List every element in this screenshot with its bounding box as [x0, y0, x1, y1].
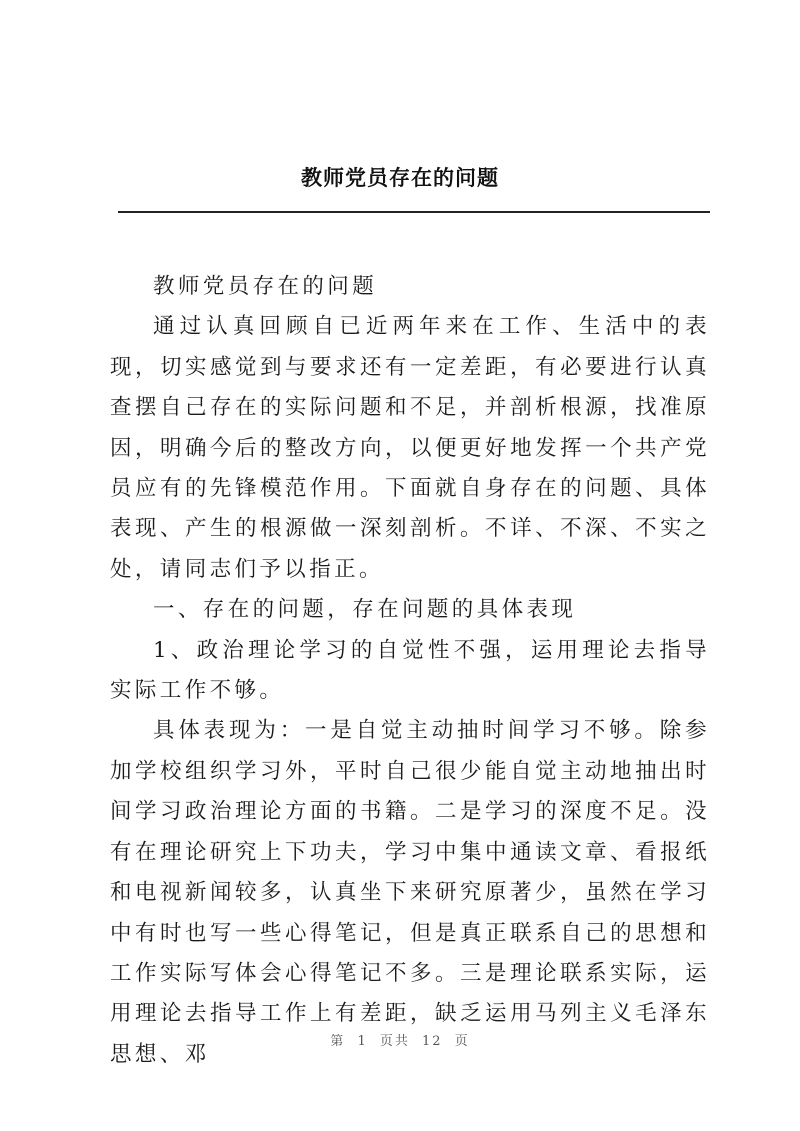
- paragraph-intro: 通过认真回顾自已近两年来在工作、生活中的表现，切实感觉到与要求还有一定差距，有必要进行认真查摆自己存在的实际问题和不足，并剖析根源，找准原因，明确今后的整改方向，以便更好地发挥一个共产党员应有的先锋模范作用。下面就自身存在的问题、具体表现、产生的根源做一深刻剖析。不详、不深、不实之处，请同志们予以指正。: [110, 314, 710, 582]
- title-divider: [118, 211, 710, 213]
- paragraph-details: 具体表现为：一是自觉主动抽时间学习不够。除参加学校组织学习外，平时自己很少能自觉主动地抽出时间学习政治理论方面的书籍。二是学习的深度不足。没有在理论研究上下功夫，学习中集中通读文章、看报纸和电视新闻较多，认真坐下来研究原著少，虽然在学习中有时也写一些心得笔记，但是真正联系自己的思想和工作实际写体会心得笔记不多。三是理论联系实际，运用理论去指导工作上有差距，缺乏运用马列主义毛泽东思想、邓: [110, 718, 710, 1067]
- section-heading: 一、存在的问题，存在问题的具体表现: [153, 597, 577, 623]
- footer-prefix: 第: [330, 1034, 346, 1049]
- document-body: [110, 267, 710, 1075]
- item-heading: 1、政治理论学习的自觉性不强，运用理论去指导实际工作不够。: [110, 637, 710, 704]
- footer-total-pages: 12: [422, 1034, 443, 1049]
- footer-suffix: 页: [454, 1034, 470, 1049]
- page-footer: [0, 1030, 800, 1049]
- footer-page-number: 1: [357, 1034, 368, 1049]
- page-title: 教师党员存在的问题: [301, 165, 499, 190]
- footer-middle: 页共: [379, 1034, 410, 1049]
- paragraph-heading: 教师党员存在的问题: [153, 274, 378, 299]
